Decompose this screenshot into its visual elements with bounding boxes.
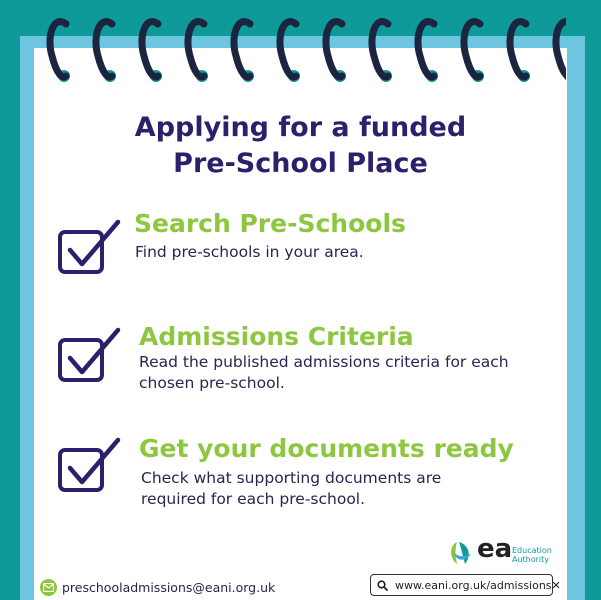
website-search-bar[interactable]: [370, 574, 561, 596]
step-search: [0, 206, 601, 306]
binding-ring: [234, 22, 250, 78]
binding-ring: [556, 22, 566, 78]
binding-ring: [372, 22, 388, 78]
binding-ring: [280, 22, 296, 78]
checkbox-tick-icon: [56, 436, 122, 496]
binding-ring: [188, 22, 204, 78]
logo-brand: ea: [477, 534, 513, 564]
step-heading: Search Pre-Schools: [134, 209, 406, 238]
checkbox-tick-icon: [56, 326, 122, 386]
step-description: Read the published admissions criteria for each chosen pre-school.: [139, 353, 509, 392]
email-text[interactable]: preschooladmissions@eani.org.uk: [62, 579, 276, 595]
page-title-line2: Pre-School Place: [173, 148, 428, 179]
logo-subtitle: Education Authority: [512, 546, 552, 564]
binding-ring: [142, 22, 158, 78]
spiral-binding-icon: [36, 6, 566, 94]
email-icon: [40, 579, 57, 596]
close-icon[interactable]: ✕: [551, 578, 561, 592]
search-icon: [377, 580, 388, 591]
binding-ring: [510, 22, 526, 78]
binding-ring: [96, 22, 112, 78]
website-url[interactable]: www.eani.org.uk/admissions: [395, 578, 552, 592]
page-title-line1: Applying for a funded: [134, 112, 467, 143]
binding-ring: [464, 22, 480, 78]
binding-ring: [418, 22, 434, 78]
binding-ring: [50, 22, 66, 78]
binding-ring: [326, 22, 342, 78]
contact-email[interactable]: [40, 576, 275, 598]
step-heading: Get your documents ready: [139, 434, 514, 463]
step-description: Check what supporting documents are required for each pre-school.: [141, 469, 442, 508]
step-documents: [0, 430, 601, 530]
step-criteria: [0, 318, 601, 418]
ea-logo-icon: [447, 536, 477, 568]
checkbox-tick-icon: [56, 218, 122, 278]
step-description: Find pre-schools in your area.: [135, 243, 364, 261]
step-heading: Admissions Criteria: [139, 322, 414, 351]
